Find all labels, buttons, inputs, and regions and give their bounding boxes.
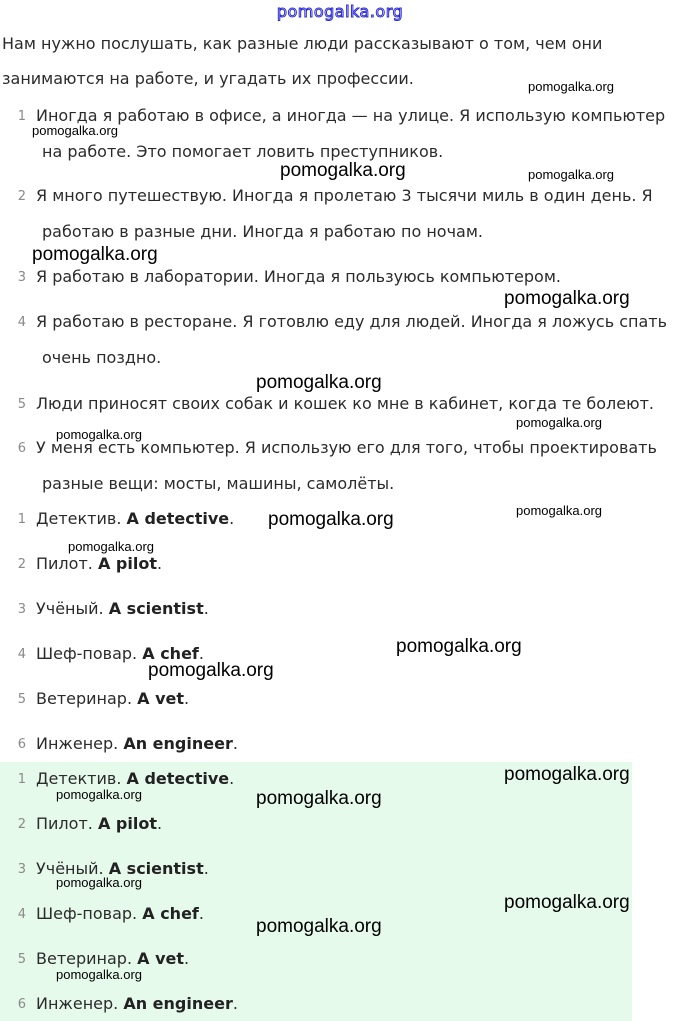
- watermark: pomogalka.org: [256, 916, 382, 937]
- answer-number: 2: [17, 557, 26, 572]
- answer-en: An engineer: [123, 994, 233, 1013]
- watermark: pomogalka.org: [504, 892, 630, 913]
- statement-number: 3: [17, 270, 26, 285]
- watermark: pomogalka.org: [32, 244, 158, 265]
- answer-ru: Шеф-повар.: [36, 644, 138, 663]
- watermark: pomogalka.org: [280, 160, 406, 181]
- answer-en: A vet: [137, 689, 185, 708]
- statement-line: Я работаю в ресторане. Я готовлю еду для людей. Иногда я ложусь спать: [36, 312, 668, 331]
- answer-number: 3: [17, 602, 26, 617]
- statement-line: на работе. Это помогает ловить преступников.: [42, 142, 444, 161]
- answer-number: 5: [17, 692, 26, 707]
- statement-line: Иногда я работаю в офисе, а иногда — на улице. Я использую компьютер: [36, 106, 666, 125]
- answer-ru: Инженер.: [36, 734, 119, 753]
- answer-item: [36, 734, 238, 753]
- answer-ru: Пилот.: [36, 814, 93, 833]
- answer-en: A chef: [142, 904, 199, 923]
- answer-ru: Детектив.: [36, 769, 122, 788]
- answer-end: .: [156, 814, 163, 833]
- watermark: pomogalka.org: [68, 539, 154, 554]
- answer-en: An engineer: [123, 734, 233, 753]
- watermark: pomogalka.org: [516, 503, 602, 518]
- answer-ru: Ветеринар.: [36, 949, 133, 968]
- answer-number: 1: [17, 772, 26, 787]
- answer-end: .: [203, 859, 209, 878]
- statement-line: Я много путешествую. Иногда я пролетаю 3 тысячи миль в один день. Я: [36, 186, 653, 205]
- answer-item: [36, 509, 234, 528]
- answer-number: 6: [17, 737, 26, 752]
- watermark: pomogalka.org: [268, 509, 394, 530]
- answer-end: .: [232, 734, 238, 753]
- answer-end: .: [198, 644, 204, 663]
- answer-number: 4: [17, 647, 26, 662]
- statement-number: 5: [17, 397, 26, 412]
- statement-line: У меня есть компьютер. Я использую его для того, чтобы проектировать: [36, 438, 657, 457]
- statement-number: 4: [17, 315, 26, 330]
- answer-end: .: [232, 994, 238, 1013]
- watermark: pomogalka.org: [256, 788, 382, 809]
- statement-number: 6: [17, 441, 26, 456]
- answer-number: 1: [17, 512, 26, 527]
- answer-en: A scientist: [108, 599, 204, 618]
- answer-item: [36, 814, 162, 833]
- watermark: pomogalka.org: [56, 875, 142, 890]
- answer-end: .: [229, 769, 235, 788]
- statement-line: Я работаю в лаборатории. Иногда я пользуюсь компьютером.: [36, 267, 561, 286]
- answer-ru: Инженер.: [36, 994, 119, 1013]
- watermark: pomogalka.org: [56, 787, 142, 802]
- answer-en: A scientist: [108, 859, 204, 878]
- answer-end: .: [198, 904, 204, 923]
- watermark: pomogalka.org: [148, 660, 274, 681]
- watermark: pomogalka.org: [396, 636, 522, 657]
- answer-ru: Ветеринар.: [36, 689, 133, 708]
- answer-en: A detective: [126, 509, 230, 528]
- answer-ru: Учёный.: [36, 599, 104, 618]
- answer-number: 4: [17, 907, 26, 922]
- answer-item: [36, 994, 238, 1013]
- watermark: pomogalka.org: [504, 288, 630, 309]
- answer-item: [36, 599, 209, 618]
- answer-end: .: [184, 689, 190, 708]
- answer-item: [36, 769, 234, 788]
- watermark: pomogalka.org: [32, 123, 118, 138]
- answer-end: .: [203, 599, 209, 618]
- answer-number: 5: [17, 952, 26, 967]
- watermark: pomogalka.org: [56, 967, 142, 982]
- answer-item: [36, 904, 204, 923]
- watermark: pomogalka.org: [528, 79, 614, 94]
- answer-item: [36, 554, 162, 573]
- watermark: pomogalka.org: [516, 415, 602, 430]
- answer-item: [36, 689, 189, 708]
- intro-line-2: занимаются на работе, и угадать их профессии.: [2, 69, 414, 88]
- answer-number: 3: [17, 862, 26, 877]
- answer-ru: Шеф-повар.: [36, 904, 138, 923]
- answer-number: 6: [17, 997, 26, 1012]
- statement-number: 1: [17, 109, 26, 124]
- intro-line-1: Нам нужно послушать, как разные люди рассказывают о том, чем они: [2, 34, 603, 53]
- answer-ru: Пилот.: [36, 554, 93, 573]
- answer-end: .: [184, 949, 190, 968]
- watermark: pomogalka.org: [256, 372, 382, 393]
- statement-line: Люди приносят своих собак и кошек ко мне в кабинет, когда те болеют.: [36, 394, 654, 413]
- watermark: pomogalka.org: [504, 764, 630, 785]
- answer-ru: Детектив.: [36, 509, 122, 528]
- statement-line: работаю в разные дни. Иногда я работаю по ночам.: [42, 222, 483, 241]
- answer-en: A vet: [137, 949, 185, 968]
- answer-en: A chef: [142, 644, 199, 663]
- statement-line: очень поздно.: [42, 348, 162, 367]
- statement-line: разные вещи: мосты, машины, самолёты.: [42, 474, 395, 493]
- watermark: pomogalka.org: [56, 427, 142, 442]
- answer-end: .: [229, 509, 235, 528]
- answer-en: A detective: [126, 769, 230, 788]
- site-title[interactable]: pomogalka.org: [276, 2, 404, 21]
- watermark: pomogalka.org: [528, 167, 614, 182]
- answer-en: A pilot: [97, 554, 157, 573]
- answer-en: A pilot: [97, 814, 157, 833]
- statement-number: 2: [17, 189, 26, 204]
- answer-item: [36, 949, 189, 968]
- answer-end: .: [156, 554, 163, 573]
- answer-number: 2: [17, 817, 26, 832]
- answer-ru: Учёный.: [36, 859, 104, 878]
